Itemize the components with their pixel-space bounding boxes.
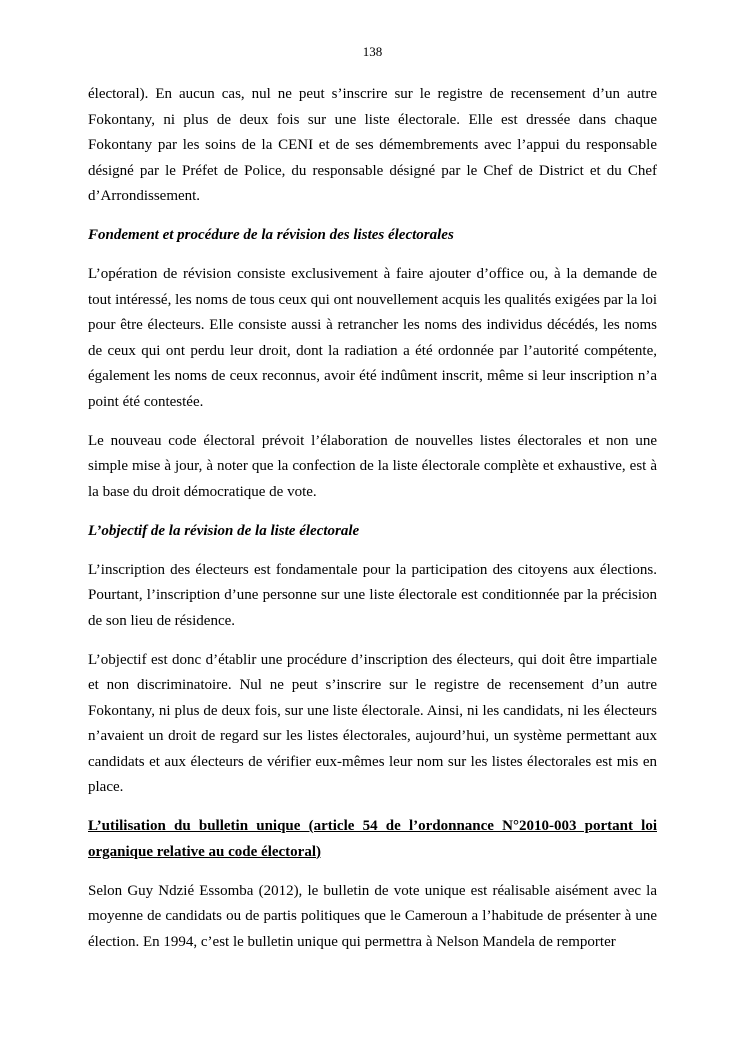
heading-objectif-revision-liste: L’objectif de la révision de la liste électorale: [88, 522, 360, 539]
paragraph-operation-revision: L’opération de révision consiste exclusivement à faire ajouter d’office ou, à la demande de tout intéressé, les noms de tous ceux qui ont nouvellement acquis les qualités exigées par la loi pour être électeurs. Elle consiste aussi à retrancher les noms des individus décédés, les noms de ceux qui ont perdu leur droit, dont la radiation a été ordonnée par l’autorité compétente, également les noms de ceux reconnus, avoir été indûment inscrit, même si leur inscription n’a point été contestée.: [88, 266, 657, 410]
paragraph-electoral-registre: électoral). En aucun cas, nul ne peut s’inscrire sur le registre de recensement d’un autre Fokontany, ni plus de deux fois sur une liste électorale. Elle est dressée dans chaque Fokontany par les soins de la CENI et de ses démembrements avec l’appui du responsable désigné par le Préfet de Police, du responsable désigné par le Chef de District et du Chef d’Arrondissement.: [88, 86, 657, 204]
page-number: 138: [362, 44, 383, 59]
paragraph-nouveau-code-electoral: Le nouveau code électoral prévoit l’élaboration de nouvelles listes électorales et non une simple mise à jour, à noter que la confection de la liste électorale complète et exhaustive, est à la base du droit démocratique de vote.: [88, 432, 657, 500]
heading-fondement-procedure-revision: Fondement et procédure de la révision des listes électorales: [88, 227, 454, 243]
paragraph-inscription-electeurs: L’inscription des électeurs est fondamentale pour la participation des citoyens aux élections. Pourtant, l’inscription d’une personne sur une liste électorale est conditionnée par la précision de son lieu de résidence.: [88, 561, 657, 629]
paragraph-selon-guy-ndzie-essomba: Selon Guy Ndzié Essomba (2012), le bulletin de vote unique est réalisable aisément avec la moyenne de candidats ou de partis politiques que le Cameroun a l’habitude de présenter à une élection. En 1994, c’est le bulletin unique qui permettra à Nelson Mandela de remporter: [88, 882, 657, 950]
paragraph-objectif-procedure-inscription: L’objectif est donc d’établir une procédure d’inscription des électeurs, qui doit être impartiale et non discriminatoire. Nul ne peut s’inscrire sur le registre de recensement d’un autre Fokontany, ni plus de deux fois, sur une liste électorale. Ainsi, ni les candidats, ni les électeurs n’avaient un droit de regard sur les listes électorales, aujourd’hui, un système permettant aux candidats et aux électeurs de vérifier eux-mêmes leur nom sur les listes électorales est mis en place.: [88, 651, 657, 795]
heading-utilisation-bulletin-unique: L’utilisation du bulletin unique (article 54 de l’ordonnance N°2010-003 portant loi organique relative au code électoral): [88, 818, 657, 860]
